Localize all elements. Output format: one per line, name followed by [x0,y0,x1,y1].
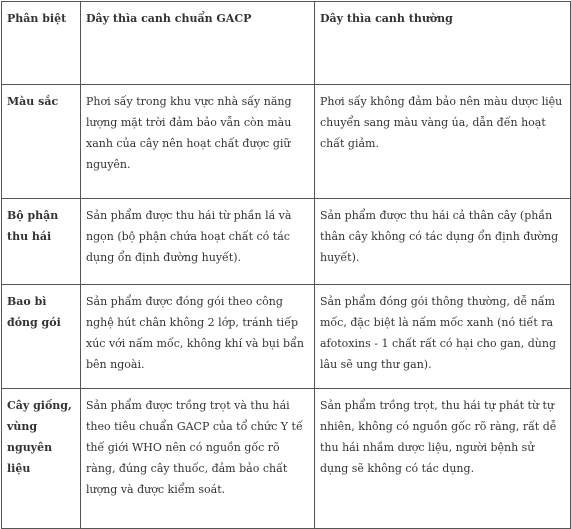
cell-normal-packaging: Sản phẩm đóng gói thông thường, dễ nấm mốc, đặc biệt là nấm mốc xanh (nó tiết ra afotoxins - 1 chất rất có hại cho gan, dùng lâu sẽ ung thư gan). [315,285,571,389]
cell-gacp-harvest-part: Sản phẩm được thu hái từ phần lá và ngọn (bộ phận chứa hoạt chất có tác dụng ổn định đường huyết). [81,199,315,285]
cell-normal-color: Phơi sấy không đảm bảo nên màu dược liệu chuyển sang màu vàng úa, dẫn đến hoạt chất giảm. [315,85,571,199]
header-normal: Dây thìa canh thường [315,2,571,85]
row-label-harvest-part: Bộ phận thu hái [2,199,81,285]
cell-gacp-color: Phơi sấy trong khu vực nhà sấy năng lượng mặt trời đảm bảo vẫn còn màu xanh của cây nên hoạt chất được giữ nguyên. [81,85,315,199]
header-gacp: Dây thìa canh chuẩn GACP [81,2,315,85]
cell-normal-harvest-part: Sản phẩm được thu hái cả thân cây (phần thân cây không có tác dụng ổn định đường huyết). [315,199,571,285]
table-header-row [2,2,571,85]
row-label-color: Màu sắc [2,85,81,199]
row-label-seed-source: Cây giống, vùng nguyên liệu [2,389,81,529]
table-row [2,285,571,389]
comparison-table [1,1,571,529]
cell-gacp-packaging: Sản phẩm được đóng gói theo công nghệ hút chân không 2 lớp, tránh tiếp xúc với nấm mốc, không khí và bụi bẩn bên ngoài. [81,285,315,389]
table-row [2,199,571,285]
cell-gacp-seed-source: Sản phẩm được trồng trọt và thu hái theo tiêu chuẩn GACP của tổ chức Y tế thế giới WHO nên có nguồn gốc rõ ràng, đúng cây thuốc, đảm bảo chất lượng và được kiểm soát. [81,389,315,529]
header-criteria: Phân biệt [2,2,81,85]
row-label-packaging: Bao bì đóng gói [2,285,81,389]
table-row [2,85,571,199]
table-row [2,389,571,529]
cell-normal-seed-source: Sản phẩm trồng trọt, thu hái tự phát từ tự nhiên, không có nguồn gốc rõ ràng, rất dễ thu hái nhầm dược liệu, người bệnh sử dụng sẽ không có tác dụng. [315,389,571,529]
